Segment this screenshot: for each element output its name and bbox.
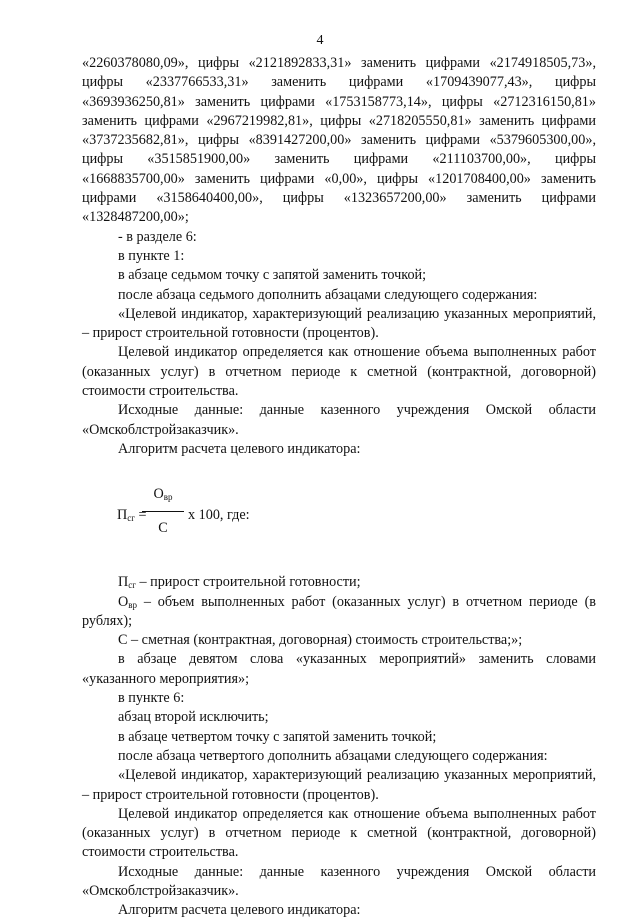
formula-construction-readiness: [82, 485, 596, 547]
formula-numerator: $О_{вр}$: [153, 486, 173, 503]
paragraph-amount-replacements: «2260378080,09», цифры «2121892833,31» заменить цифрами «2174918505,73», цифры «2337766533,31» заменить цифрами «1709439077,43», цифры «3693936250,81» заменить цифрами «1753158773,14», цифры «2712316150,81» заменить цифрами «2967219982,81», цифры «2718205550,81» заменить цифрами «3737235682,81», цифры «8391427200,00» заменить цифрами «5379605300,00», цифры «3515851900,00» заменить цифрами «211103700,00», цифры «1668835700,00» заменить цифрами «0,00», цифры «1201708400,00» заменить цифрами «3158640400,00», цифры «1323657200,00» заменить цифрами «1328487200,00»;: [82, 55, 596, 226]
formula-lhs: $П_{сг}$ =: [117, 507, 147, 524]
paragraph-target-indicator-2: «Целевой индикатор, характеризующий реализацию указанных мероприятий, – прирост строительной готовности (процентов).: [82, 767, 596, 803]
paragraph-remove-second: абзац второй исключить;: [118, 709, 269, 726]
paragraph-fourth-abzac: в абзаце четвертом точку с запятой заменить точкой;: [118, 728, 437, 745]
paragraph-algorithm-2: Алгоритм расчета целевого индикатора:: [118, 902, 361, 919]
paragraph-item-6: в пункте 6:: [118, 690, 185, 707]
paragraph-seventh-abzac: в абзаце седьмом точку с запятой заменить точкой;: [118, 267, 427, 284]
paragraph-indicator-definition: Целевой индикатор определяется как отношение объема выполненных работ (оказанных услуг) в отчетном периоде к сметной (контрактной, договорной) стоимости строительства.: [82, 344, 596, 400]
page-number: 4: [316, 33, 324, 48]
fraction-bar: [142, 511, 184, 512]
formula-denominator: С: [158, 520, 168, 537]
paragraph-add-after-fourth: после абзаца четвертого дополнить абзацами следующего содержания:: [118, 747, 548, 764]
paragraph-add-after-seventh: после абзаца седьмого дополнить абзацами следующего содержания:: [118, 286, 538, 303]
definition-psg: $П_{сг}$ – прирост строительной готовности;: [118, 574, 361, 591]
paragraph-section-6: - в разделе 6:: [118, 228, 197, 245]
paragraph-indicator-definition-2: Целевой индикатор определяется как отношение объема выполненных работ (оказанных услуг) в отчетном периоде к сметной (контрактной, договорной) стоимости строительства.: [82, 805, 596, 861]
paragraph-source-data-2: Исходные данные: данные казенного учреждения Омской области «Омскоблстройзаказчик».: [82, 863, 596, 899]
formula-fraction: [140, 485, 186, 538]
paragraph-item-1: в пункте 1:: [118, 247, 185, 264]
definition-ovr: $О_{вр}$ – объем выполненных работ (оказанных услуг) в отчетном периоде (в рублях);: [82, 593, 596, 629]
definition-c: С – сметная (контрактная, договорная) стоимость строительства;»;: [118, 632, 523, 649]
document-body: [82, 54, 596, 921]
paragraph-ninth-abzac: в абзаце девятом слова «указанных мероприятий» заменить словами «указанного мероприятия»;: [82, 651, 596, 687]
paragraph-source-data: Исходные данные: данные казенного учреждения Омской области «Омскоблстройзаказчик».: [82, 402, 596, 438]
formula-rhs: х 100, где:: [188, 507, 250, 524]
paragraph-algorithm: Алгоритм расчета целевого индикатора:: [118, 440, 361, 457]
paragraph-target-indicator: «Целевой индикатор, характеризующий реализацию указанных мероприятий, – прирост строительной готовности (процентов).: [82, 305, 596, 342]
